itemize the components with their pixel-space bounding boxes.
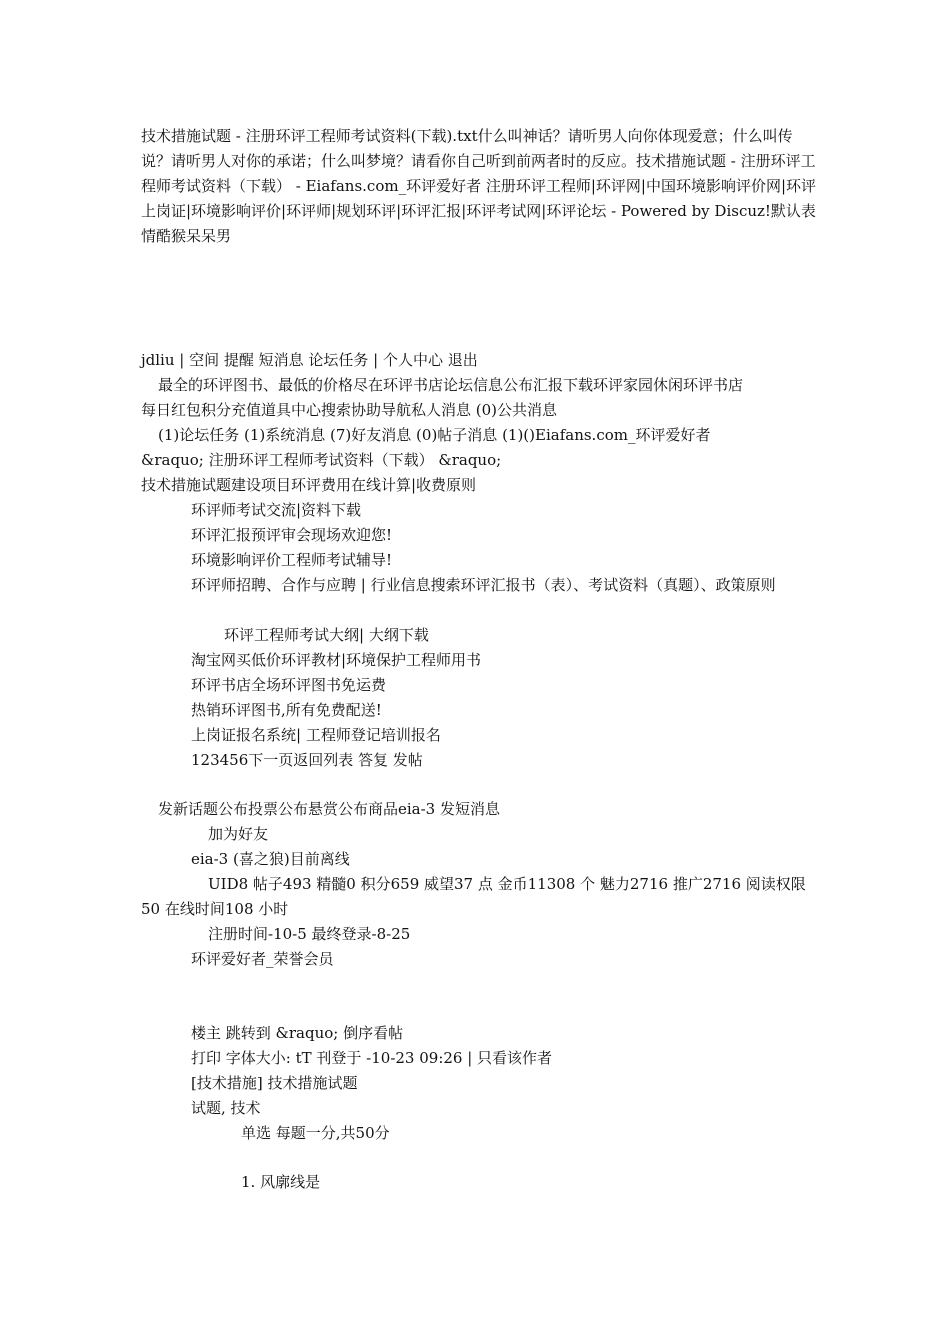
author-status: eia-3 (喜之狼)目前离线 bbox=[191, 850, 350, 868]
nav-links-2[interactable]: 每日红包积分充值道具中心搜索协助导航私人消息 (0)公共消息 bbox=[141, 401, 558, 419]
section-heading: 单选 每题一分,共50分 bbox=[241, 1124, 390, 1142]
ad-link-syllabus[interactable]: 环评工程师考试大纲| 大纲下载 bbox=[224, 626, 429, 644]
question-1: 1. 风廓线是 bbox=[241, 1173, 321, 1191]
post-meta[interactable]: 打印 字体大小: tT 刊登于 -10-23 09:26 | 只看该作者 bbox=[191, 1049, 553, 1067]
author-stats: UID8 帖子493 精髓0 积分659 威望37 点 金币11308 个 魅力2716 推广2716 阅读权限50 在线时间108 小时 bbox=[141, 875, 806, 918]
message-counts[interactable]: (1)论坛任务 (1)系统消息 (7)好友消息 (0)帖子消息 (1)()Eiafans.com_环评爱好者 bbox=[158, 426, 711, 444]
thread-nav[interactable]: 楼主 跳转到 &raquo; 倒序看帖 bbox=[191, 1024, 404, 1042]
user-bar[interactable]: jdliu | 空间 提醒 短消息 论坛任务 | 个人中心 退出 bbox=[141, 351, 478, 369]
ad-link-exam-exchange[interactable]: 环评师考试交流|资料下载 bbox=[191, 501, 362, 519]
ad-link-hot-books[interactable]: 热销环评图书,所有免费配送! bbox=[191, 701, 382, 719]
pager[interactable]: 123456下一页返回列表 答复 发帖 bbox=[191, 751, 423, 769]
ad-link-review-meeting[interactable]: 环评汇报预评审会现场欢迎您! bbox=[191, 526, 393, 544]
breadcrumb[interactable]: &raquo; 注册环评工程师考试资料（下载） &raquo; bbox=[141, 451, 502, 469]
author-dates: 注册时间-10-5 最终登录-8-25 bbox=[208, 925, 411, 943]
ad-link-recruitment[interactable]: 环评师招聘、合作与应聘 | 行业信息搜索环评汇报书（表）、考试资料（真题）、政策原则 bbox=[191, 576, 776, 594]
post-tags[interactable]: 试题, 技术 bbox=[191, 1099, 261, 1117]
author-rank: 环评爱好者_荣誉会员 bbox=[191, 950, 334, 968]
post-actions[interactable]: 发新话题公布投票公布悬赏公布商品eia-3 发短消息 bbox=[158, 800, 500, 818]
ad-link-free-shipping[interactable]: 环评书店全场环评图书免运费 bbox=[191, 676, 387, 694]
ad-link-taobao[interactable]: 淘宝网买低价环评教材|环境保护工程师用书 bbox=[191, 651, 482, 669]
thread-title-links[interactable]: 技术措施试题建设项目环评费用在线计算|收费原则 bbox=[141, 476, 477, 494]
add-friend-link[interactable]: 加为好友 bbox=[208, 825, 269, 843]
nav-links[interactable]: 最全的环评图书、最低的价格尽在环评书店论坛信息公布汇报下载环评家园休闲环评书店 bbox=[158, 376, 744, 394]
ad-link-exam-tutoring[interactable]: 环境影响评价工程师考试辅导! bbox=[191, 551, 393, 569]
ad-link-registration[interactable]: 上岗证报名系统| 工程师登记培训报名 bbox=[191, 726, 441, 744]
header-paragraph: 技术措施试题 - 注册环评工程师考试资料(下载).txt什么叫神话？请听男人向你体现爱意；什么叫传说？请听男人对你的承诺；什么叫梦境？请看你自己听到前两者时的反应。技术措施试题 - 注册环评工程师考试资料（下载） - Eiafans.com_环评爱好者 注册环评工程师|环评网|中国环境影响评价网|环评上岗证|环境影响评价|环评师|规划环评|环评汇报|环评考试网|环评论坛 - Powered by Discuz!默认表情酷猴呆呆男 bbox=[141, 127, 817, 245]
post-title: [技术措施] 技术措施试题 bbox=[191, 1074, 358, 1092]
